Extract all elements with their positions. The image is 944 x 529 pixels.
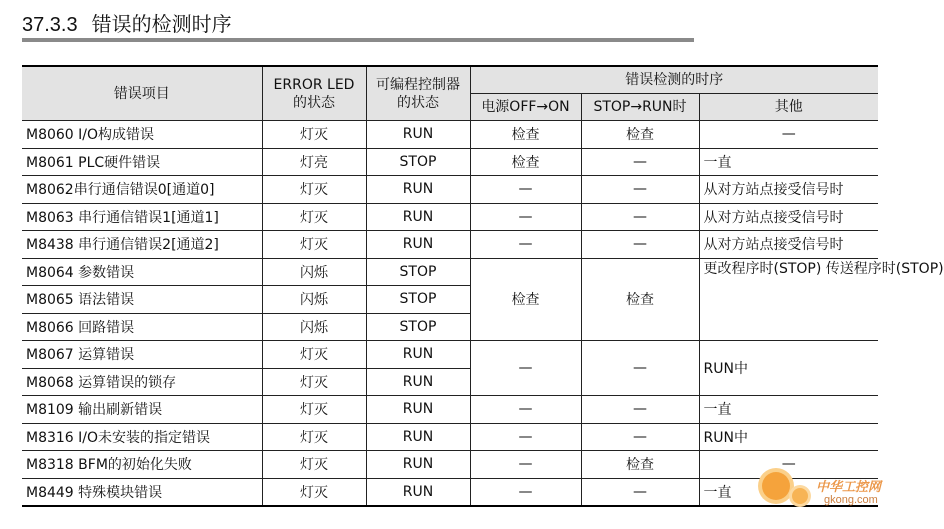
cell-stoprun: — <box>581 203 699 231</box>
header-row-1 <box>22 66 878 94</box>
cell-stoprun: 检查 <box>581 451 699 479</box>
cell-other: 一直 <box>699 478 878 506</box>
cell-item: M8449 特殊模块错误 <box>22 478 262 506</box>
cell-state: STOP <box>366 286 470 314</box>
cell-state: RUN <box>366 451 470 479</box>
cell-led: 灯灭 <box>262 231 366 259</box>
cell-item: M8060 I/O构成错误 <box>22 121 262 149</box>
watermark-url: gkong.com <box>824 494 878 506</box>
table-row <box>22 478 878 506</box>
table-row <box>22 451 878 479</box>
cell-state: RUN <box>366 176 470 204</box>
cell-power: — <box>470 478 581 506</box>
cell-state: STOP <box>366 313 470 341</box>
cell-other: 从对方站点接受信号时 <box>699 176 878 204</box>
cell-item: M8062串行通信错误0[通道0] <box>22 176 262 204</box>
table-row <box>22 396 878 424</box>
cell-stoprun-group: 检查 <box>581 258 699 341</box>
cell-item: M8063 串行通信错误1[通道1] <box>22 203 262 231</box>
cell-other: — <box>699 451 878 479</box>
cell-led: 灯灭 <box>262 478 366 506</box>
cell-power: — <box>470 231 581 259</box>
table-row <box>22 176 878 204</box>
cell-stoprun-group: — <box>581 341 699 396</box>
cell-stoprun: — <box>581 423 699 451</box>
cell-power: — <box>470 423 581 451</box>
cell-led: 灯灭 <box>262 451 366 479</box>
cell-led: 灯灭 <box>262 341 366 369</box>
col-header-timing: 错误检测的时序 <box>470 66 878 94</box>
cell-power-group: 检查 <box>470 258 581 341</box>
table-row <box>22 423 878 451</box>
cell-item: M8064 参数错误 <box>22 258 262 286</box>
watermark-logo <box>762 470 892 520</box>
cell-other: 从对方站点接受信号时 <box>699 231 878 259</box>
cell-state: RUN <box>366 203 470 231</box>
cell-item: M8318 BFM的初始化失败 <box>22 451 262 479</box>
section-title: 错误的检测时序 <box>91 12 232 36</box>
cell-led: 闪烁 <box>262 258 366 286</box>
cell-item: M8061 PLC硬件错误 <box>22 148 262 176</box>
cell-stoprun: — <box>581 176 699 204</box>
table-row <box>22 203 878 231</box>
error-timing-table <box>22 65 944 507</box>
cell-item: M8109 输出刷新错误 <box>22 396 262 424</box>
col-header-item: 错误项目 <box>22 66 262 121</box>
section-heading <box>22 8 232 37</box>
cell-state: RUN <box>366 341 470 369</box>
cell-power: — <box>470 203 581 231</box>
col-header-led: ERROR LED 的状态 <box>262 66 366 121</box>
cell-state: RUN <box>366 231 470 259</box>
cell-item: M8316 I/O未安装的指定错误 <box>22 423 262 451</box>
cell-state: RUN <box>366 423 470 451</box>
cell-power: 检查 <box>470 148 581 176</box>
cell-stoprun: — <box>581 478 699 506</box>
table-row <box>22 341 878 369</box>
cell-other: 一直 <box>699 148 878 176</box>
cell-led: 灯灭 <box>262 368 366 396</box>
cell-state: RUN <box>366 478 470 506</box>
table-row <box>22 121 878 149</box>
cell-state: RUN <box>366 396 470 424</box>
cell-led: 灯灭 <box>262 121 366 149</box>
cell-item: M8065 语法错误 <box>22 286 262 314</box>
col-header-stoprun: STOP→RUN时 <box>581 94 699 121</box>
cell-item: M8068 运算错误的锁存 <box>22 368 262 396</box>
cell-led: 灯灭 <box>262 423 366 451</box>
cell-led: 灯亮 <box>262 148 366 176</box>
cell-power-group: — <box>470 341 581 396</box>
section-number: 37.3.3 <box>22 14 78 36</box>
table-row <box>22 231 878 259</box>
cell-led: 灯灭 <box>262 176 366 204</box>
small-gear-icon <box>792 488 808 504</box>
cell-state: STOP <box>366 258 470 286</box>
cell-other: — <box>699 121 878 149</box>
cell-item: M8066 回路错误 <box>22 313 262 341</box>
col-header-power: 电源OFF→ON <box>470 94 581 121</box>
cell-state: RUN <box>366 121 470 149</box>
cell-state: STOP <box>366 148 470 176</box>
cell-power: — <box>470 396 581 424</box>
cell-other-group: 更改程序时(STOP) 传送程序时(STOP) <box>699 258 878 341</box>
heading-underline <box>22 38 694 42</box>
cell-other: 一直 <box>699 396 878 424</box>
cell-stoprun: — <box>581 231 699 259</box>
cell-led: 灯灭 <box>262 396 366 424</box>
table-row <box>22 258 878 286</box>
watermark-name: 中华工控网 <box>816 480 882 495</box>
cell-led: 闪烁 <box>262 313 366 341</box>
cell-stoprun: — <box>581 148 699 176</box>
gear-icon <box>762 472 790 500</box>
col-header-other: 其他 <box>699 94 878 121</box>
cell-item: M8067 运算错误 <box>22 341 262 369</box>
cell-item: M8438 串行通信错误2[通道2] <box>22 231 262 259</box>
cell-other: RUN中 <box>699 423 878 451</box>
cell-led: 灯灭 <box>262 203 366 231</box>
cell-stoprun: 检查 <box>581 121 699 149</box>
cell-stoprun: — <box>581 396 699 424</box>
cell-other-group: RUN中 <box>699 341 878 396</box>
cell-power: 检查 <box>470 121 581 149</box>
cell-state: RUN <box>366 368 470 396</box>
col-header-ctrl-state: 可编程控制器 的状态 <box>366 66 470 121</box>
cell-other: 从对方站点接受信号时 <box>699 203 878 231</box>
cell-power: — <box>470 451 581 479</box>
cell-power: — <box>470 176 581 204</box>
table-row <box>22 148 878 176</box>
cell-led: 闪烁 <box>262 286 366 314</box>
